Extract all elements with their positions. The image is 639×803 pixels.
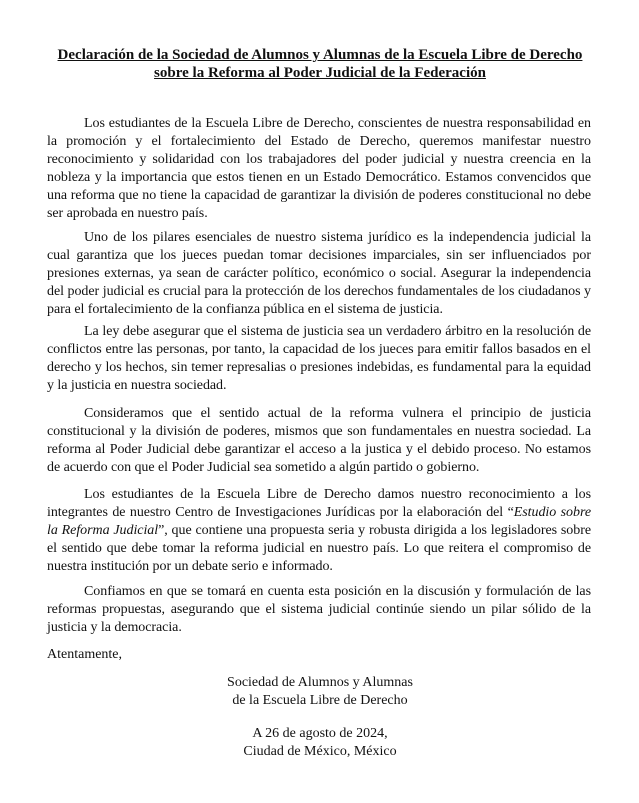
- closing-salutation: Atentamente,: [47, 647, 123, 662]
- paragraph-3: La ley debe asegurar que el sistema de justicia sea un verdadero árbitro en la resolución de conflictos entre las personas, por tanto, la capacidad de los jueces para emitir fallos basados en el derecho y los hechos, sin temer represalias o presiones indebidas, es fundamental para la equidad y la justicia en nuestra sociedad.: [47, 324, 591, 394]
- paragraph-4: Consideramos que el sentido actual de la reforma vulnera el principio de justicia constitucional y la división de poderes, mismos que son fundamentales en nuestra sociedad. La reforma al Poder Judicial debe garantizar el acceso a la justica y el debido proceso. No estamos de acuerdo con que el Poder Judicial sea sometido a algún partido o gobierno.: [47, 406, 591, 476]
- signature-org-line-2: de la Escuela Libre de Derecho: [232, 693, 408, 708]
- paragraph-1: Los estudiantes de la Escuela Libre de Derecho, conscientes de nuestra responsabilidad en la promoción y el fortalecimiento del Estado de Derecho, queremos manifestar nuestro reconocimiento y solidaridad con los trabajadores del poder judicial y nuestra creencia en la nobleza y la importancia que estos tienen en un Estado Democrático. Estamos convencidos que una reforma que no tiene la capacidad de garantizar la división de poderes constitucional no debe ser aprobada en nuestro país.: [47, 116, 591, 222]
- paragraph-5-text-start: Los estudiantes de la Escuela Libre de Derecho damos nuestro reconocimiento a los integrantes de nuestro Centro de Investigaciones Jurídicas por la elaboración del “: [47, 487, 591, 521]
- signature-organization: [150, 674, 490, 710]
- paragraph-5-text-end: ”, que contiene una propuesta seria y robusta dirigida a los legisladores sobre el sentido que debe tomar la reforma judicial en nuestro país. Lo que reitera el compromiso de nuestra institución por un debate serio e informado.: [47, 523, 591, 575]
- paragraph-5: [47, 486, 591, 576]
- signature-place: Ciudad de México, México: [243, 744, 397, 759]
- declaration-title: Declaración de la Sociedad de Alumnos y Alumnas de la Escuela Libre de Derecho sobre la Reforma al Poder Judicial de la Federación: [57, 47, 583, 81]
- signature-date: A 26 de agosto de 2024,: [252, 726, 388, 741]
- paragraph-2: Uno de los pilares esenciales de nuestro sistema jurídico es la independencia judicial la cual garantiza que los jueces puedan tomar decisiones imparciales, sin ser influenciados por presiones externas, ya sean de carácter político, económico o social. Asegurar la independencia del poder judicial es crucial para la protección de los derechos fundamentales de los ciudadanos y para el fortalecimiento de la confianza pública en el sistema de justicia.: [47, 230, 591, 318]
- paragraph-6: Confiamos en que se tomará en cuenta esta posición en la discusión y formulación de las reformas propuestas, asegurando que el sistema judicial continúe siendo un pilar sólido de la justicia y la democracia.: [47, 584, 591, 636]
- signature-org-line-1: Sociedad de Alumnos y Alumnas: [227, 675, 413, 690]
- study-title-italic: Estudio sobre la Reforma Judicial: [47, 505, 591, 539]
- signature-date-place: [150, 725, 490, 761]
